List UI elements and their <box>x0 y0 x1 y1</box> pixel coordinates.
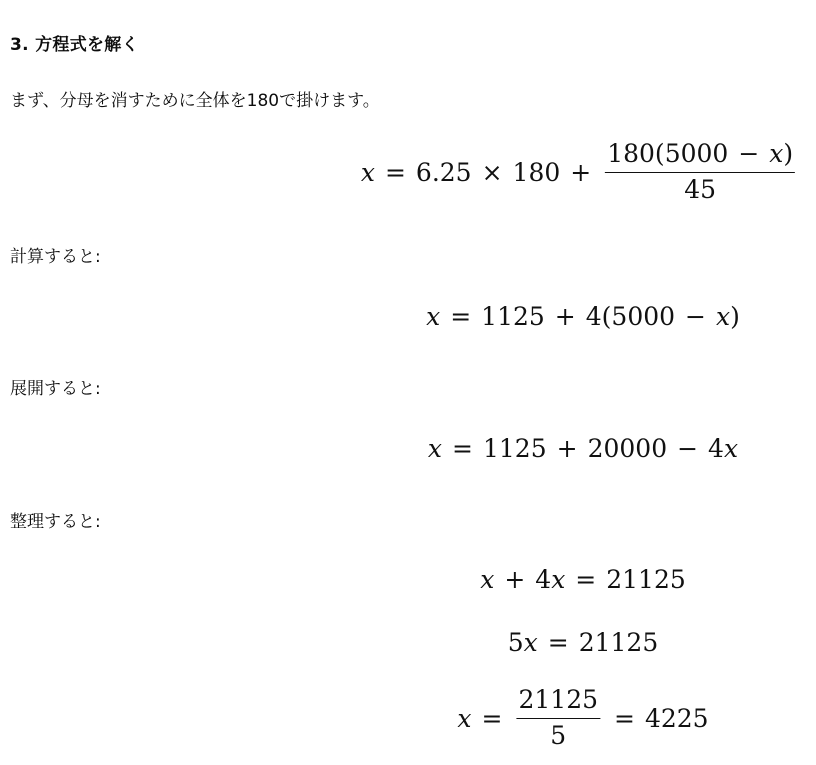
eq1-lhs: x <box>360 157 375 187</box>
eq1-denominator: 45 <box>684 174 717 204</box>
eq1-plus: + <box>570 157 592 187</box>
equation-5 <box>508 628 659 657</box>
eq3-plus: + <box>556 434 578 463</box>
eq1-fraction <box>605 140 795 205</box>
eq1-times: × <box>481 157 503 187</box>
equation-6 <box>457 686 708 751</box>
eq3-term-c: 4x <box>708 434 739 463</box>
calc-paragraph: 計算すると: <box>10 247 101 267</box>
eq5-equals: = <box>547 628 569 657</box>
arrange-paragraph: 整理すると: <box>10 512 101 532</box>
eq1-term-b: 180 <box>512 157 561 187</box>
expand-paragraph: 展開すると: <box>10 379 101 399</box>
eq4-equals: = <box>575 565 597 594</box>
eq1-equals: = <box>384 157 406 187</box>
equation-3 <box>428 434 738 463</box>
eq4-plus: + <box>504 565 526 594</box>
eq3-equals: = <box>452 434 473 463</box>
eq3-lhs: x <box>427 434 443 463</box>
equation-2 <box>426 302 740 331</box>
eq2-term-a: 1125 <box>481 302 545 331</box>
eq5-rhs: 21125 <box>578 628 659 657</box>
eq3-minus: − <box>677 434 699 463</box>
eq2-equals: = <box>450 302 472 331</box>
eq6-numerator: 21125 <box>516 686 600 719</box>
eq4-term: 4x <box>535 565 566 594</box>
equation-1 <box>361 140 799 205</box>
eq6-denominator: 5 <box>550 720 567 750</box>
eq6-result: 4225 <box>644 703 709 733</box>
eq3-term-a: 1125 <box>482 434 547 463</box>
eq6-equals: = <box>481 703 503 733</box>
eq1-numerator: 180(5000 − x) <box>605 140 795 173</box>
eq4-lhs: x <box>480 565 495 594</box>
intro-paragraph: まず、分母を消すために全体を180で掛けます。 <box>10 91 380 111</box>
equation-4 <box>480 565 686 594</box>
eq3-term-b: 20000 <box>587 434 668 463</box>
section-title: 3. 方程式を解く <box>10 35 139 55</box>
eq5-term: 5x <box>507 628 538 657</box>
eq2-lhs: x <box>426 302 441 331</box>
eq6-fraction <box>516 686 600 751</box>
eq2-plus: + <box>554 302 576 331</box>
eq4-rhs: 21125 <box>606 565 686 594</box>
eq6-equals-2: = <box>614 703 635 733</box>
eq2-term-b: 4(5000 − x) <box>585 302 740 331</box>
eq1-term-a: 6.25 <box>415 157 472 187</box>
eq6-lhs: x <box>457 703 472 733</box>
